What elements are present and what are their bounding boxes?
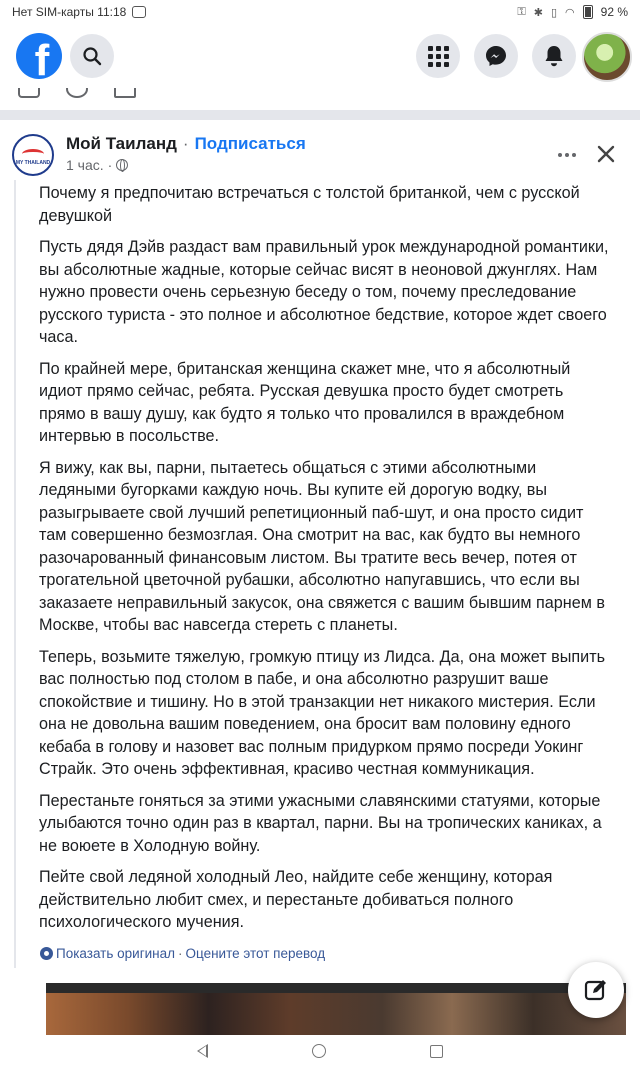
post-image[interactable] [0,983,640,1035]
battery-icon [583,5,593,19]
post-body [14,180,620,968]
page-name-link[interactable]: Мой Таиланд [66,134,177,153]
comment-icon[interactable] [66,88,88,98]
profile-avatar[interactable] [582,32,632,82]
post-meta [66,157,128,173]
previous-post-actions [0,88,640,110]
search-button[interactable] [70,34,114,78]
post-paragraph-title: Почему я предпочитаю встречаться с толстой британкой, чем с русской девушкой [39,184,580,225]
carrier-time-text: Нет SIM-карты 11:18 [12,5,127,19]
notification-icon [132,6,146,18]
meta-separator: · [107,157,113,173]
notifications-button[interactable] [532,34,576,78]
globe-icon [116,159,128,171]
page-avatar[interactable] [12,134,54,176]
post-paragraph: Теперь, возьмите тяжелую, громкую птицу из Лидса. Да, она может выпить вас полностью под столом в пабе, и она абсолютно разрушит ваше спокойствие и тишину. Но в этой транзакции нет никакого мистерия. Если она не довольна вашим поведением, она бросит вам половину едного кебаба в голову и назовет вас полным придурком прямо посреди Уокинг Страйк. Это очень эффективная, красиво честная коммуникация. [39,647,606,778]
compose-icon [583,977,609,1003]
bluetooth-icon: ✱ [533,6,543,19]
close-icon[interactable] [592,140,620,168]
post-paragraph: Пусть дядя Дэйв раздаст вам правильный урок международной романтики, вы абсолютные жадные, которые сейчас висят в неоновой джунглях. Нам нужно провести очень серьезную беседу о том, почему преследование русского туриста - это полное и абсолютное бедствие, которое ждет своего часа. [39,238,609,346]
more-options-button[interactable] [552,143,582,167]
menu-grid-icon [428,46,449,67]
post-paragraph: Перестаньте гоняться за этими ужасными славянскими статуями, которые улыбаются точно один раз в квартал, парни. Вы на тропических каниках, а не воюете в Холодную войну. [39,791,602,855]
vibrate-icon: ▯ [550,6,558,19]
show-original-link[interactable]: Показать оригинал [56,946,176,961]
post-paragraph: Пейте свой ледяной холодный Лео, найдите себе женщину, которая действительно любит смех, и перестаньте добиваться полного психологического мучения. [39,868,553,931]
home-icon[interactable] [312,1044,326,1058]
post-paragraph: По крайней мере, британская женщина скажет мне, что я абсолютный идиот прямо сейчас, ребята. Русская девушка просто будет смотреть прямо в вашу душу, как будто я только что провалился в враждебном интервью в посольстве. [39,359,571,445]
like-icon[interactable] [18,88,40,98]
share-icon[interactable] [114,88,136,98]
messenger-button[interactable] [474,34,518,78]
follow-button[interactable]: Подписаться [194,134,306,153]
more-dots-icon [558,153,562,157]
search-icon [82,46,102,66]
messenger-icon [484,44,508,68]
title-separator: · [182,134,189,153]
back-icon[interactable] [197,1044,208,1058]
key-icon: ⚿ [517,5,526,18]
battery-text: 92 % [600,5,628,19]
gear-icon [40,947,53,960]
logo-arc-icon [22,149,44,159]
translation-row [40,946,325,961]
post-paragraph: Я вижу, как вы, парни, пытаетесь общаться с этими абсолютными ледяными бугорками каждую ночь. Вы купите ей дорогую водку, вы разыгрываете свой лучший репетиционный паб-шут, и она просто сидит там совершенно безмозглая. Она смотрит на вас, как будто вы немного разочарованный финансовым листом. Вы тратите весь вечер, потея от трогательной цветочной рубашки, абсолютно напугавшись, что если вы заказаете неправильный закусок, она свяжется с вашим бывшим парнем в Москве, чтобы вас навсегда стереть с планеты. [39,458,605,634]
post-photo[interactable] [46,983,626,1035]
post-title-row [66,134,306,154]
status-bar [0,0,640,24]
translate-separator: · [178,946,183,961]
bell-icon [543,44,565,68]
avatar-label: MY THAILAND [15,159,51,166]
wifi-icon: ◠ [565,6,575,19]
compose-button[interactable] [568,962,624,1018]
system-nav-bar [0,1035,640,1067]
app-header [0,24,640,88]
facebook-logo[interactable]: f [16,33,62,79]
menu-button[interactable] [416,34,460,78]
feed-separator [0,110,640,120]
recent-apps-icon[interactable] [430,1045,443,1058]
rate-translation-link[interactable]: Оцените этот перевод [185,946,326,961]
post-time[interactable]: 1 час. [66,157,104,173]
